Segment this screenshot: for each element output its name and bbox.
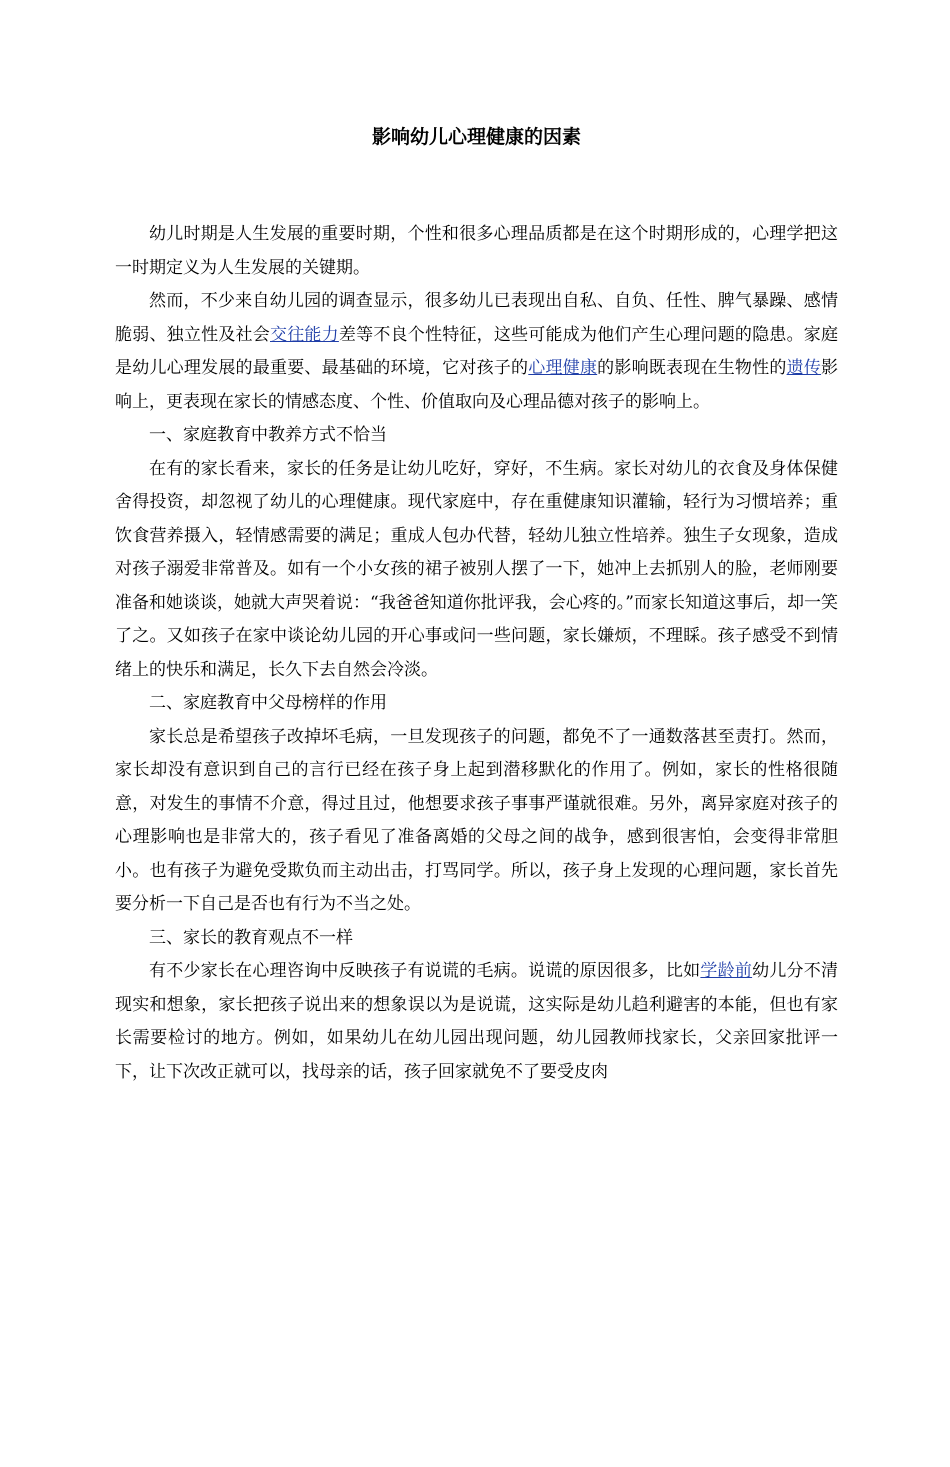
document-title: 影响幼儿心理健康的因素 <box>371 126 581 148</box>
paragraph-intro: 幼儿时期是人生发展的重要时期，个性和很多心理品质都是在这个时期形成的，心理学把这一时期定义为人生发展的关键期。 <box>115 224 838 278</box>
paragraph-survey <box>115 285 838 419</box>
section-heading-2: 二、家庭教育中父母榜样的作用 <box>149 693 387 713</box>
paragraph-section-1: 在有的家长看来，家长的任务是让幼儿吃好，穿好，不生病。家长对幼儿的衣食及身体保健舍得投资，却忽视了幼儿的心理健康。现代家庭中，存在重健康知识灌输，轻行为习惯培养；重饮食营养摄入，轻情感需要的满足；重成人包办代替，轻幼儿独立性培养。独生子女现象，造成对孩子溺爱非常普及。如有一个小女孩的裙子被别人摆了一下，她冲上去抓别人的脸，老师刚要准备和她谈谈，她就大声哭着说：“我爸爸知道你批评我，会心疼的。”而家长知道这事后，却一笑了之。又如孩子在家中谈论幼儿园的开心事或问一些问题，家长嫌烦，不理睬。孩子感受不到情绪上的快乐和满足，长久下去自然会冷淡。 <box>115 458 838 680</box>
text-segment: 差等不良个性特征，这些可能成为他们产生心理问题的隐患。家庭是幼儿心理发展的最重要、最基础的环境，它对孩子的 <box>115 324 839 378</box>
document-page <box>0 123 950 1467</box>
link-social-skills[interactable]: 交往能力 <box>269 324 339 345</box>
link-heredity[interactable]: 遗传 <box>786 358 822 378</box>
text-segment: 幼儿分不清现实和想象，家长把孩子说出来的想象误以为是说谎，这实际是幼儿趋利避害的本能，但也有家长需要检讨的地方。例如，如果幼儿在幼儿园出现问题，幼儿园教师找家长，父亲回家批评一下，让下次改正就可以，找母亲的话，孩子回家就免不了要受皮肉 <box>115 961 839 1082</box>
text-segment: 然而，不少来自幼儿园的调查显示，很多幼儿已表现出自私、自负、任性、脾气暴躁、感情脆弱、独立性及社会 <box>115 291 838 345</box>
text-segment: 有不少家长在心理咨询中反映孩子有说谎的毛病。说谎的原因很多，比如 <box>149 961 701 981</box>
paragraph-section-2: 家长总是希望孩子改掉坏毛病，一旦发现孩子的问题，都免不了一通数落甚至责打。然而，家长却没有意识到自己的言行已经在孩子身上起到潜移默化的作用了。例如，家长的性格很随意，对发生的事情不介意，得过且过，他想要求孩子事事严谨就很难。另外，离异家庭对孩子的心理影响也是非常大的，孩子看见了准备离婚的父母之间的战争，感到很害怕，会变得非常胆小。也有孩子为避免受欺负而主动出击，打骂同学。所以，孩子身上发现的心理问题，家长首先要分析一下自己是否也有行为不当之处。 <box>115 726 838 914</box>
text-segment: 影响上，更表现在家长的情感态度、个性、价值取向及心理品德对孩子的影响上。 <box>115 358 839 412</box>
text-segment: 的影响既表现在生物性的 <box>597 358 787 378</box>
document-body <box>115 218 838 1089</box>
link-mental-health[interactable]: 心理健康 <box>528 358 598 378</box>
link-preschool[interactable]: 学龄前 <box>700 961 753 981</box>
section-heading-3: 三、家长的教育观点不一样 <box>149 927 353 948</box>
section-heading-1: 一、家庭教育中教养方式不恰当 <box>149 425 387 445</box>
paragraph-section-3 <box>115 955 838 1089</box>
